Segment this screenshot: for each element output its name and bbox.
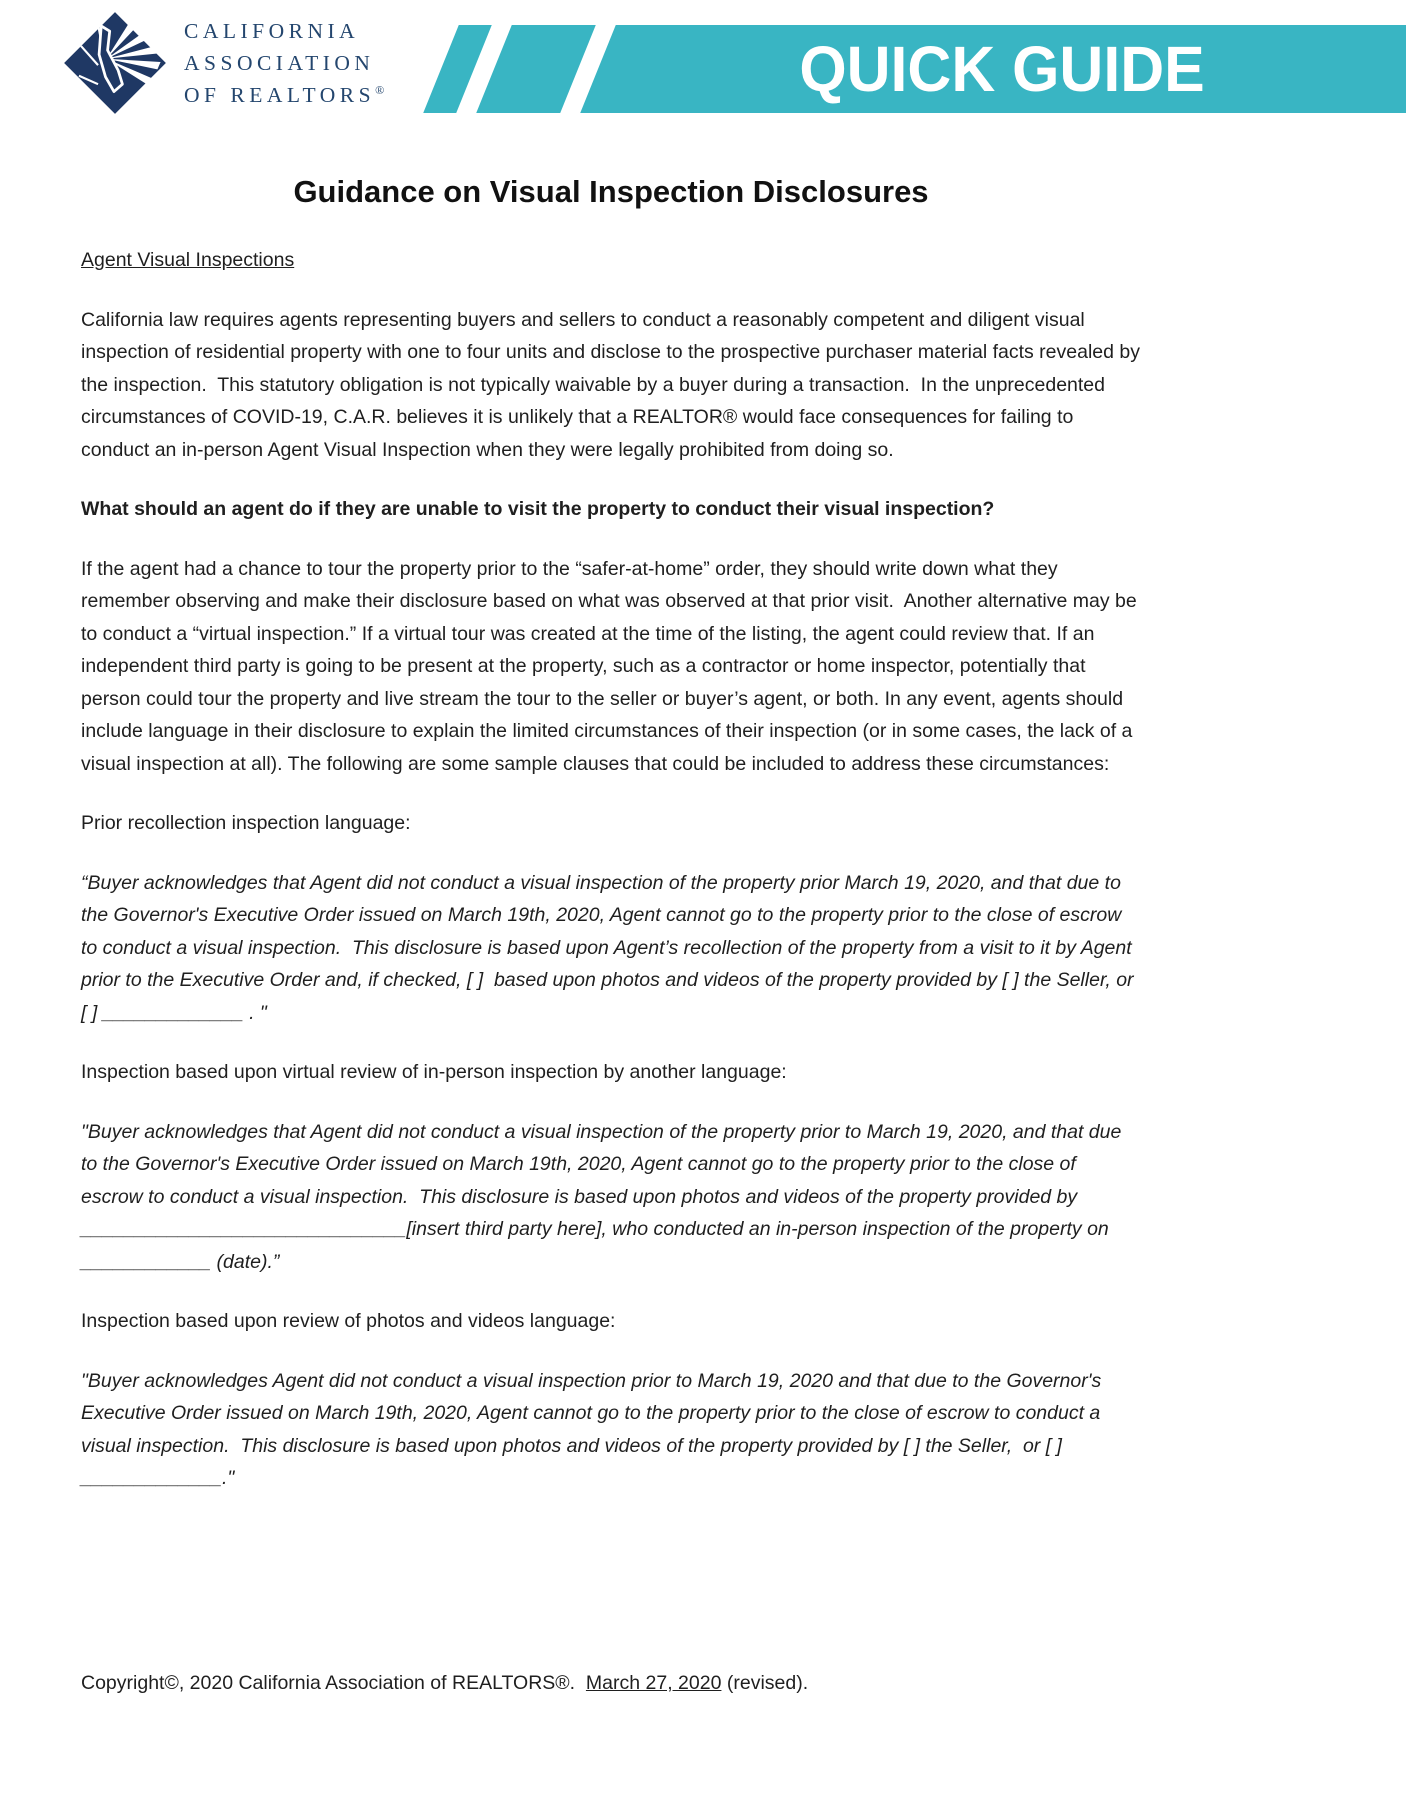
paragraph-california-law: California law requires agents representing buyers and sellers to conduct a reasonably competent and diligent visual inspection of residential property with one to four units and disclose to the prospective purchaser material facts revealed by the inspection. This statutory obligation is not typically waivable by a buyer during a transaction. In the unprecedented circumstances of COVID-19, C.A.R. believes it is unlikely that a REALTOR® would face consequences for failing to conduct an in-person Agent Visual Inspection when they were legally prohibited from doing so.: [81, 308, 1146, 461]
label-prior-recollection-language: Prior recollection inspection language:: [81, 812, 411, 834]
document-body: [81, 148, 1146, 1522]
registered-trademark-symbol: ®: [375, 82, 385, 97]
car-logo: [62, 10, 384, 116]
copyright-revised-suffix: (revised).: [721, 1672, 809, 1694]
label-photos-videos-language: Inspection based upon review of photos and videos language:: [81, 1310, 616, 1332]
section-heading-agent-visual-inspections: Agent Visual Inspections: [81, 249, 295, 271]
page-header: [0, 0, 1406, 135]
sample-clause-photos-videos: "Buyer acknowledges Agent did not conduct a visual inspection prior to March 19, 2020 and that due to the Governor's Executive Order issued on March 19th, 2020, Agent cannot go to the property prior to the close of escrow to conduct a visual inspection. This disclosure is based upon photos and videos of the property provided by [ ] the Seller, or [ ] _____________.": [81, 1369, 1107, 1489]
paragraph-agent-alternatives: If the agent had a chance to tour the property prior to the “safer-at-home” order, they should write down what they remember observing and make their disclosure based on what was observed at that prior visit. Another alternative may be to conduct a “virtual inspection.” If a virtual tour was created at the time of the listing, the agent could review that. If an independent third party is going to be present at the property, such as a contractor or home inspector, potentially that person could tour the property and live stream the tour to the seller or buyer’s agent, or both. In any event, agents should include language in their disclosure to explain the limited circumstances of their inspection (or in some cases, the lack of a visual inspection at all). The following are some sample clauses that could be included to address these circumstances:: [81, 557, 1143, 775]
document-title: Guidance on Visual Inspection Disclosures: [293, 174, 929, 209]
copyright-line: [81, 1672, 808, 1695]
logo-line-1: CALIFORNIA: [184, 18, 360, 43]
label-virtual-review-language: Inspection based upon virtual review of in-person inspection by another language:: [81, 1061, 787, 1083]
question-heading-unable-to-visit: What should an agent do if they are unable to visit the property to conduct their visual inspection?: [81, 498, 995, 520]
car-diamond-logo-icon: [62, 10, 168, 116]
sample-clause-prior-recollection: “Buyer acknowledges that Agent did not conduct a visual inspection of the property prior March 19, 2020, and that due to the Governor's Executive Order issued on March 19th, 2020, Agent cannot go to the property prior to the close of escrow to conduct a visual inspection. This disclosure is based upon Agent’s recollection of the property from a visit to it by Agent prior to the Executive Order and, if checked, [ ] based upon photos and videos of the property provided by [ ] the Seller, or [ ] _____________ . ": [81, 871, 1139, 1024]
copyright-revision-date: March 27, 2020: [585, 1672, 722, 1694]
sample-clause-virtual-review: "Buyer acknowledges that Agent did not conduct a visual inspection of the property prior to March 19, 2020, and that due to the Governor's Executive Order issued on March 19th, 2020, Agent cannot go to the property prior to the close of escrow to conduct a visual inspection. This disclosure is based upon photos and videos of the property provided by ______________________________[insert third party here], who conducted an in-person inspection of the property on ____________ (date).”: [81, 1120, 1127, 1273]
logo-line-3: OF REALTORS®: [184, 82, 385, 108]
car-logo-wordmark: [184, 15, 384, 112]
logo-line-2: ASSOCIATION: [184, 50, 375, 75]
banner-stripe-medium: [476, 25, 596, 113]
copyright-text: Copyright©, 2020 California Association of REALTORS®.: [81, 1672, 586, 1694]
banner-title: QUICK GUIDE: [799, 33, 1205, 105]
